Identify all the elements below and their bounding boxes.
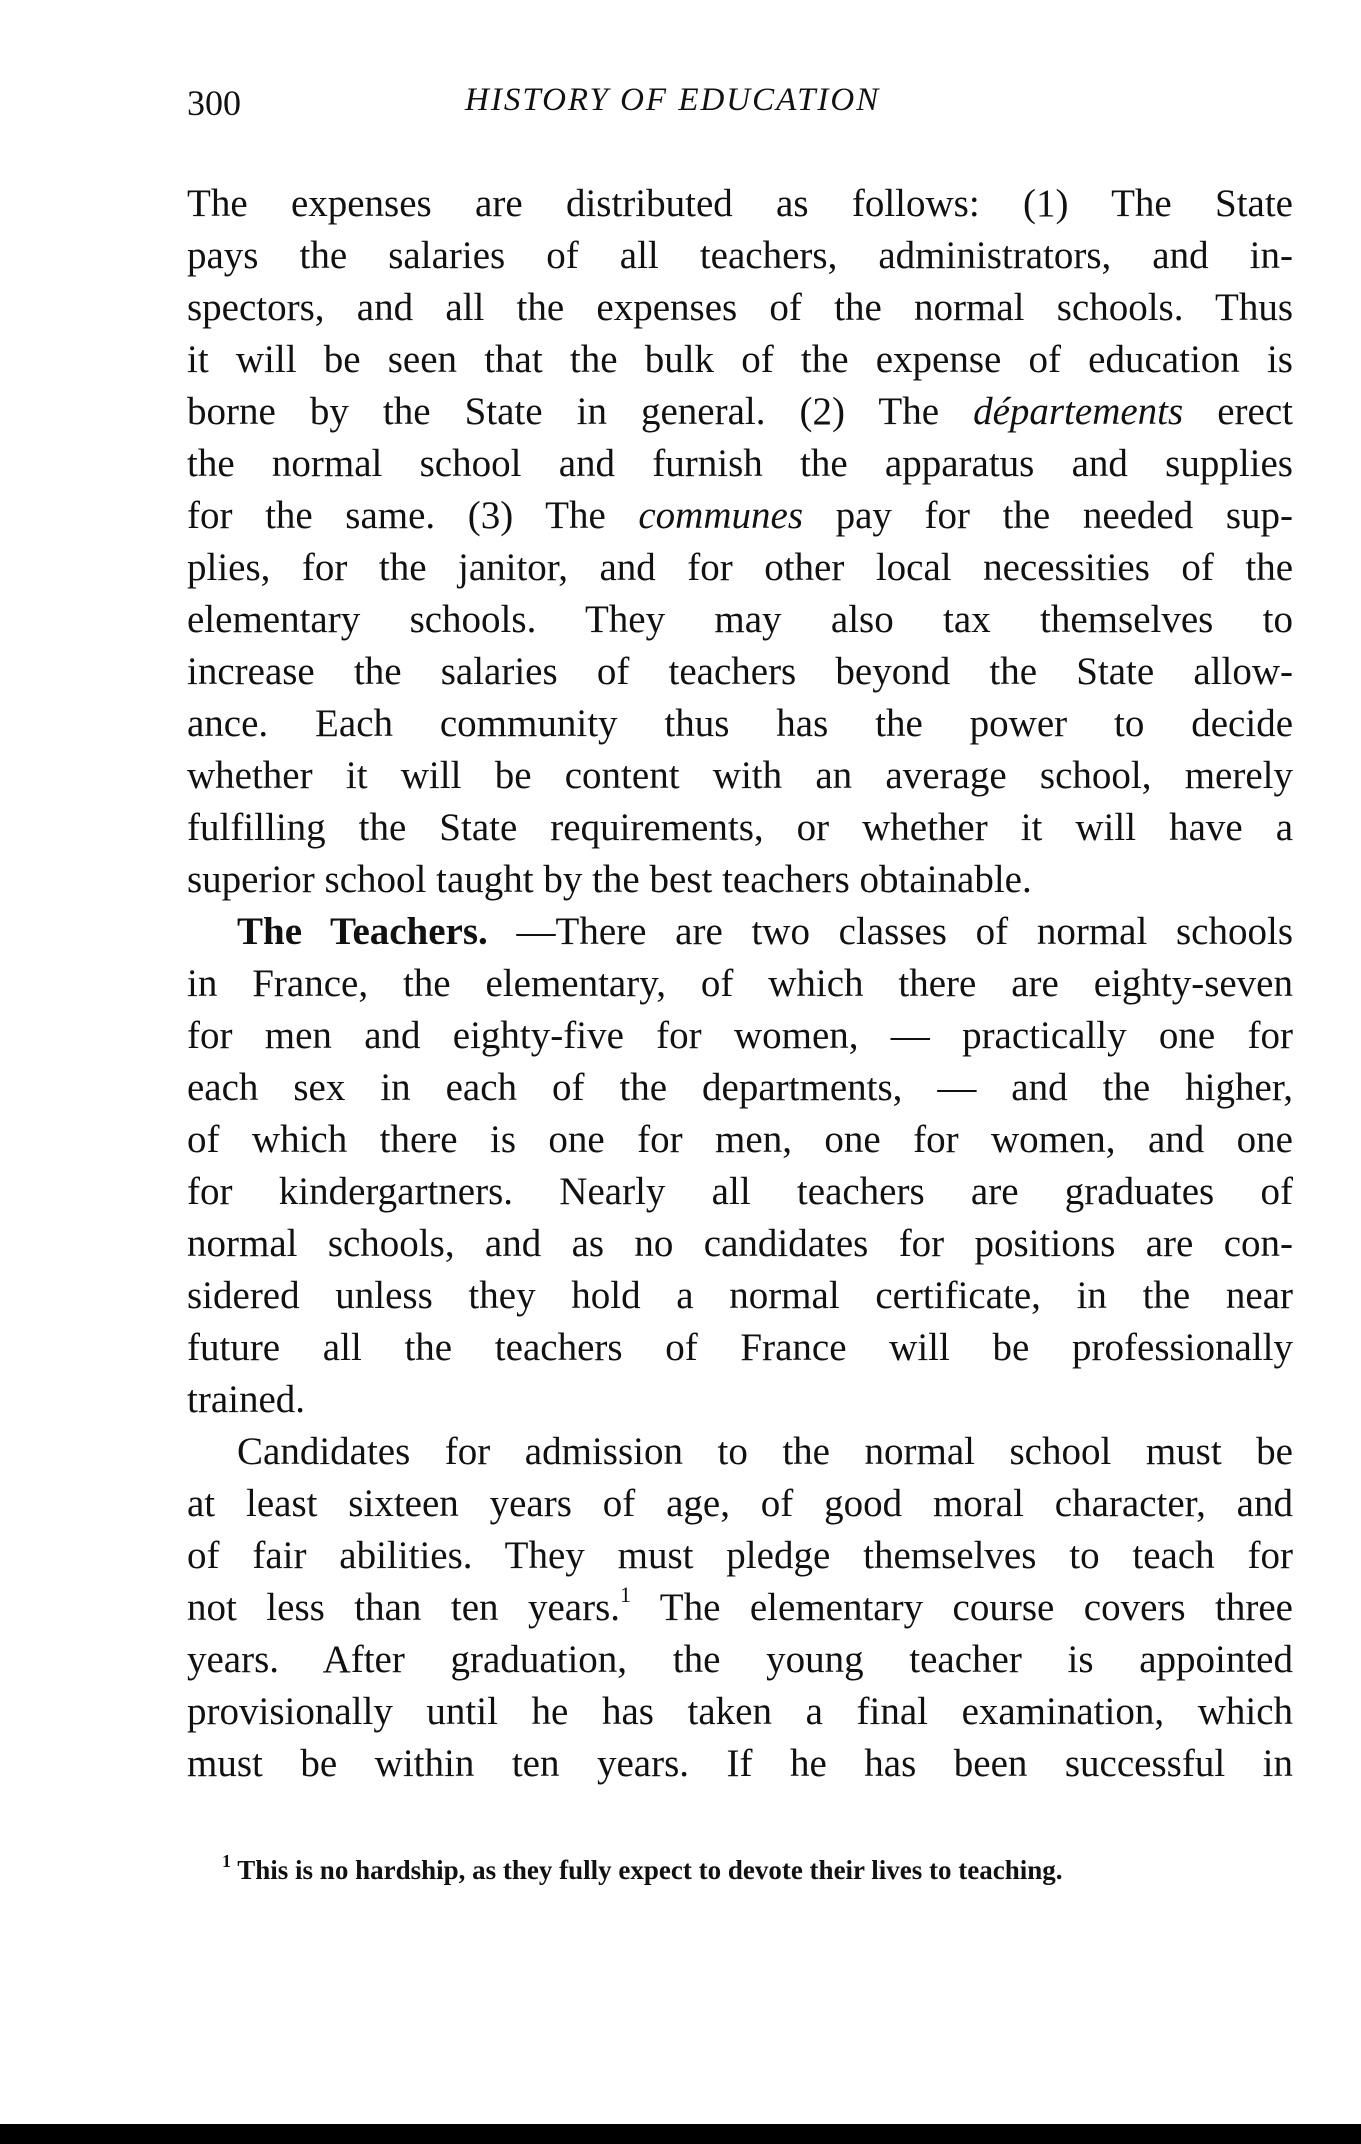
text-line: must be within ten years. If he has been successful in	[187, 1742, 1293, 1785]
footnote	[222, 1851, 1282, 1886]
page-number: 300	[187, 83, 241, 123]
text-line: trained.	[187, 1378, 306, 1421]
text-run: The elementary course covers three	[631, 1586, 1293, 1629]
text-line: ance. Each community thus has the power to decide	[187, 702, 1293, 745]
text-run: borne by the State in general. (2) The	[187, 390, 974, 433]
footnote-marker: 1	[222, 1851, 231, 1871]
page-header	[187, 82, 1293, 132]
text-line: provisionally until he has taken a final examination, which	[187, 1690, 1293, 1733]
text-line	[187, 490, 1293, 542]
italic-term-communes: communes	[638, 494, 804, 537]
text-run: —There are two classes of normal schools	[487, 910, 1293, 953]
section-heading-teachers: The Teachers.	[237, 910, 488, 953]
text-line	[187, 1582, 1293, 1634]
italic-term-departements: départements	[973, 390, 1184, 433]
text-line: for men and eighty-five for women, — practically one for	[187, 1014, 1293, 1057]
scan-edge-bar	[0, 2124, 1361, 2144]
text-line: spectors, and all the expenses of the normal schools. Thus	[187, 286, 1293, 329]
text-line: for kindergartners. Nearly all teachers are graduates of	[187, 1170, 1293, 1213]
text-line: fulfilling the State requirements, or whether it will have a	[187, 806, 1293, 849]
text-line: each sex in each of the departments, — and the higher,	[187, 1066, 1293, 1109]
text-line: Candidates for admission to the normal school must be	[237, 1430, 1293, 1473]
footnote-reference[interactable]: 1	[620, 1582, 632, 1607]
text-run: erect	[1183, 390, 1293, 433]
text-line	[187, 906, 1293, 958]
text-line	[187, 386, 1293, 438]
text-line: of fair abilities. They must pledge themselves to teach for	[187, 1534, 1293, 1577]
text-line: at least sixteen years of age, of good moral character, and	[187, 1482, 1293, 1525]
text-line: sidered unless they hold a normal certificate, in the near	[187, 1274, 1293, 1317]
text-line: increase the salaries of teachers beyond the State allow-	[187, 650, 1293, 693]
text-line: whether it will be content with an average school, merely	[187, 754, 1293, 797]
text-line: years. After graduation, the young teacher is appointed	[187, 1638, 1293, 1681]
text-line: plies, for the janitor, and for other local necessities of the	[187, 546, 1293, 589]
text-run: for the same. (3) The	[187, 494, 639, 537]
text-line: superior school taught by the best teachers obtainable.	[187, 858, 1032, 901]
text-line: The expenses are distributed as follows: (1) The State	[187, 182, 1293, 225]
text-line: in France, the elementary, of which there are eighty-seven	[187, 962, 1293, 1005]
text-line: future all the teachers of France will be professionally	[187, 1326, 1293, 1369]
text-run: pay for the needed sup-	[803, 494, 1294, 537]
text-line: the normal school and furnish the apparatus and supplies	[187, 442, 1293, 485]
running-title: HISTORY OF EDUCATION	[465, 82, 881, 118]
text-line: pays the salaries of all teachers, administrators, and in-	[187, 234, 1293, 277]
text-line: normal schools, and as no candidates for positions are con-	[187, 1222, 1293, 1265]
text-line: it will be seen that the bulk of the expense of education is	[187, 338, 1293, 381]
text-run: not less than ten years.	[187, 1586, 621, 1629]
text-line: of which there is one for men, one for women, and one	[187, 1118, 1293, 1161]
body-text	[187, 178, 1293, 1790]
footnote-text: This is no hardship, as they fully expect to devote their lives to teaching.	[231, 1855, 1063, 1885]
text-line: elementary schools. They may also tax themselves to	[187, 598, 1293, 641]
